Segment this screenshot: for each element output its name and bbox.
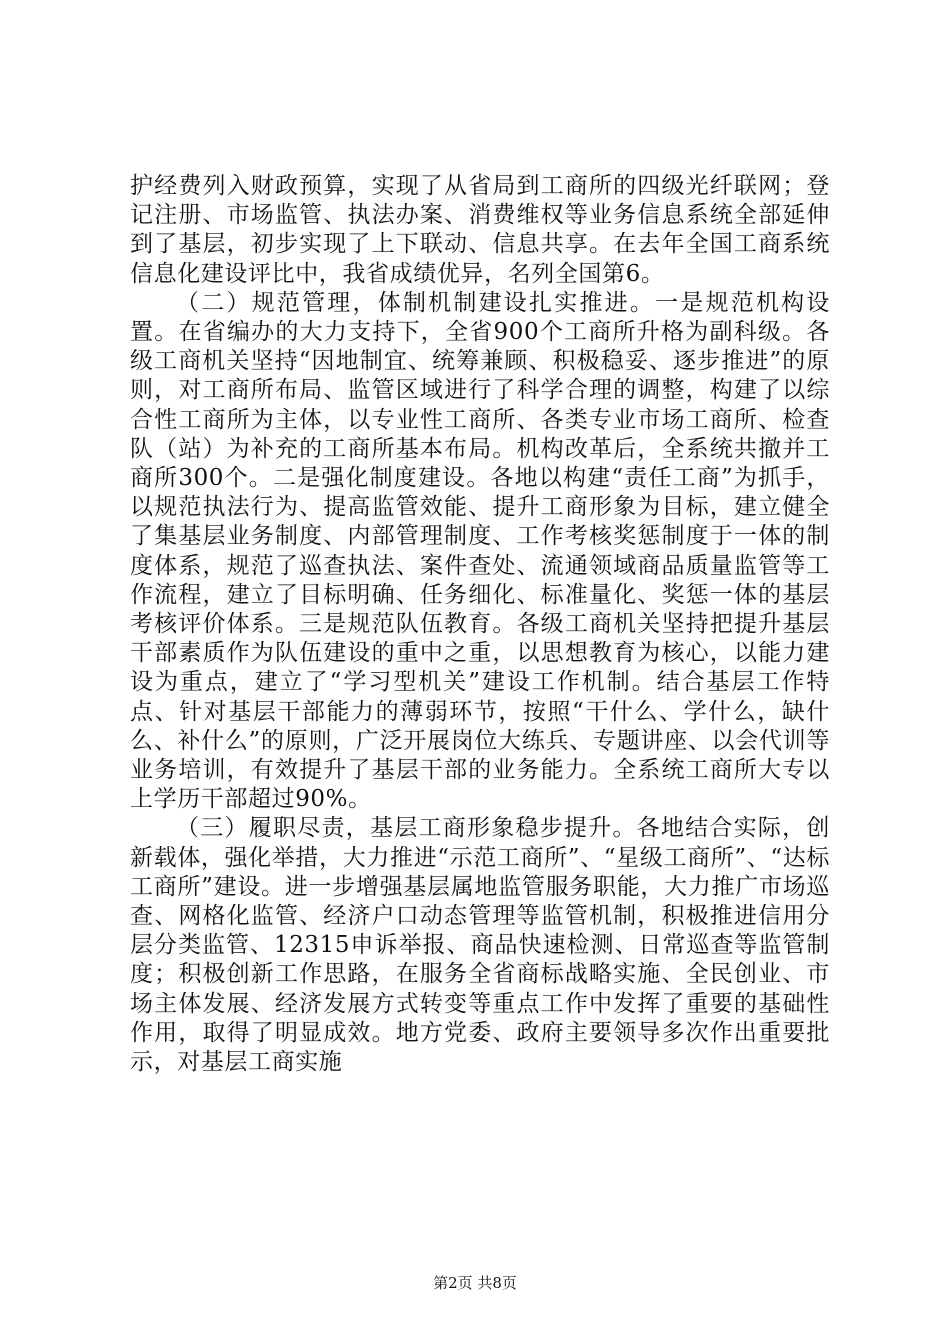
- document-body: [130, 172, 830, 1077]
- paragraph-section-3: （三）履职尽责，基层工商形象稳步提升。各地结合实际，创新载体，强化举措，大力推进“示范工商所”、“星级工商所”、“达标工商所”建设。进一步增强基层属地监管服务职能，大力推广市场巡查、网格化监管、经济户口动态管理等监管机制，积极推进信用分层分类监管、12315申诉举报、商品快速检测、日常巡查等监管制度；积极创新工作思路，在服务全省商标战略实施、全民创业、市场主体发展、经济发展方式转变等重点工作中发挥了重要的基础性作用，取得了明显成效。地方党委、政府主要领导多次作出重要批示，对基层工商实施: [130, 815, 830, 1076]
- paragraph-continued: 护经费列入财政预算，实现了从省局到工商所的四级光纤联网；登记注册、市场监管、执法办案、消费维权等业务信息系统全部延伸到了基层，初步实现了上下联动、信息共享。在去年全国工商系统信息化建设评比中，我省成绩优异，名列全国第6。: [130, 173, 830, 287]
- page-footer: 第2页 共8页: [433, 1274, 517, 1292]
- paragraph-section-2: （二）规范管理，体制机制建设扎实推进。一是规范机构设置。在省编办的大力支持下，全省900个工商所升格为副科级。各级工商机关坚持“因地制宜、统筹兼顾、积极稳妥、逐步推进”的原则，对工商所布局、监管区域进行了科学合理的调整，构建了以综合性工商所为主体，以专业性工商所、各类专业市场工商所、检查队（站）为补充的工商所基本布局。机构改革后，全系统共撤并工商所300个。二是强化制度建设。各地以构建“责任工商”为抓手，以规范执法行为、提高监管效能、提升工商形象为目标，建立健全了集基层业务制度、内部管理制度、工作考核奖惩制度于一体的制度体系，规范了巡查执法、案件查处、流通领域商品质量监管等工作流程，建立了目标明确、任务细化、标准量化、奖惩一体的基层考核评价体系。三是规范队伍教育。各级工商机关坚持把提升基层干部素质作为队伍建设的重中之重，以思想教育为核心，以能力建设为重点，建立了“学习型机关”建设工作机制。结合基层工作特点、针对基层干部能力的薄弱环节，按照“干什么、学什么，缺什么、补什么”的原则，广泛开展岗位大练兵、专题讲座、以会代训等业务培训，有效提升了基层干部的业务能力。全系统工商所大专以上学历干部超过90%。: [130, 289, 830, 813]
